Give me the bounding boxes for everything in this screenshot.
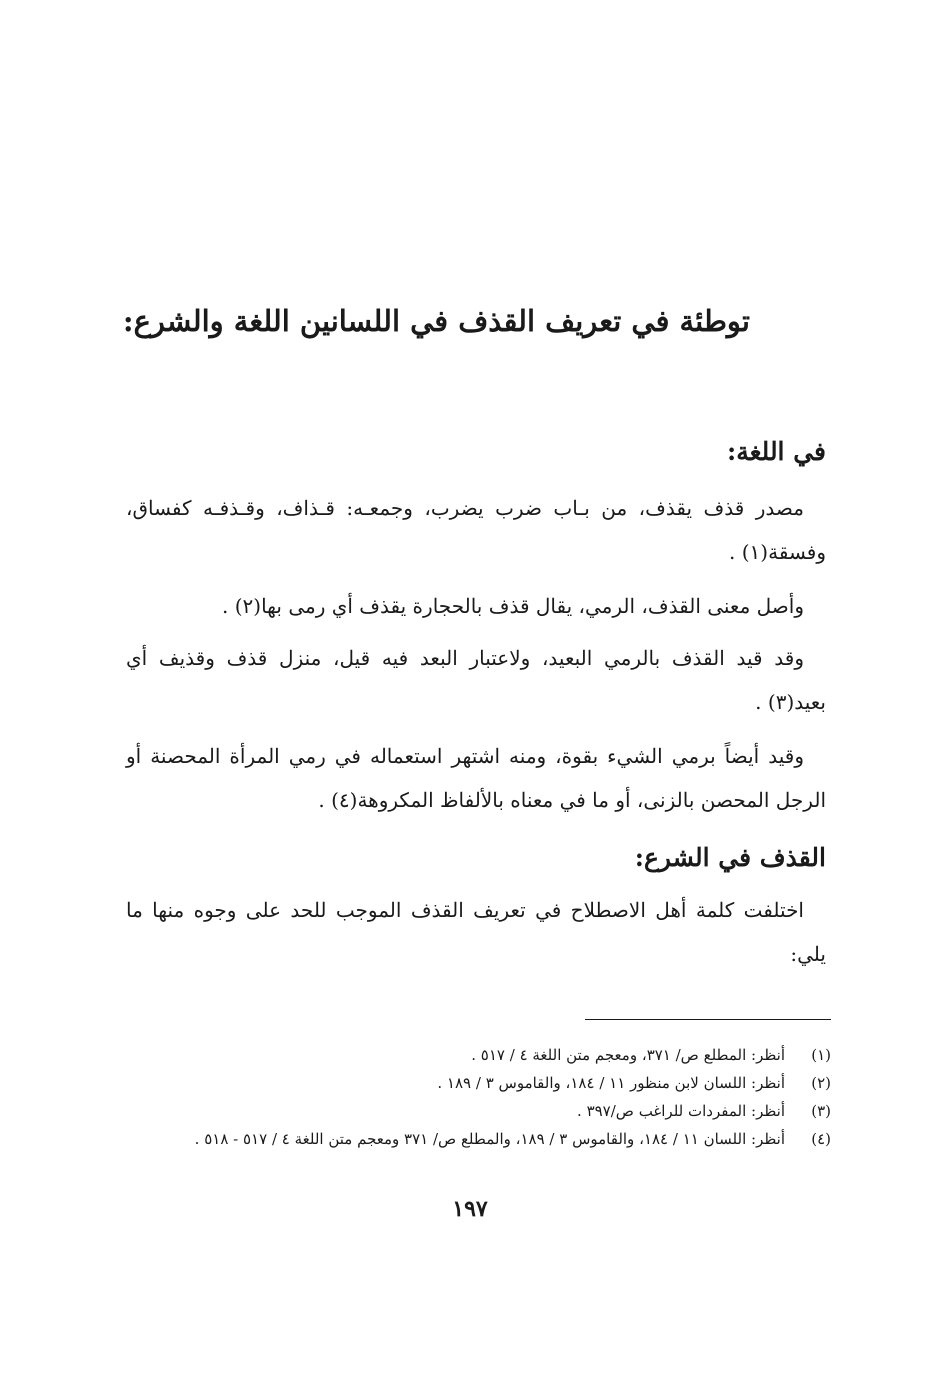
paragraph-lang-2-text: وأصل معنى القذف، الرمي، يقال قذف بالحجارة يقذف أي رمى بها(٢) . <box>222 594 804 618</box>
paragraph-lang-1 <box>126 486 826 574</box>
heading-shar: القذف في الشرع: <box>634 843 826 872</box>
paragraph-lang-1-text: مصدر قذف يقذف، من بـاب ضرب يضرب، وجمعـه: قـذاف، وقـذفـه كفساق، وفسقة(١) . <box>126 496 826 564</box>
footnote-3 <box>131 1097 831 1125</box>
footnote-1 <box>131 1041 831 1069</box>
paragraph-lang-4 <box>126 734 826 822</box>
page-title: توطئة في تعريف القذف في اللسانين اللغة والشرع: <box>122 304 750 338</box>
paragraph-lang-4-text: وقيد أيضاً برمي الشيء بقوة، ومنه اشتهر استعماله في رمي المرأة المحصنة أو الرجل المحصن بالزنى، أو ما في معناه بالألفاظ المكروهة(٤) . <box>126 744 826 812</box>
footnote-1-text: أنظر: المطلع ص/ ٣٧١، ومعجم متن اللغة ٤ / ٥١٧ . <box>471 1046 785 1064</box>
footnote-4-text: أنظر: اللسان ١١ / ١٨٤، والقاموس ٣ / ١٨٩، والمطلع ص/ ٣٧١ ومعجم متن اللغة ٤ / ٥١٧ - ٥١٨ . <box>194 1130 785 1148</box>
footnote-2-text: أنظر: اللسان لابن منظور ١١ / ١٨٤، والقاموس ٣ / ١٨٩ . <box>437 1074 785 1092</box>
footnote-3-number: (٣) <box>811 1102 831 1120</box>
footnote-separator <box>585 1019 831 1020</box>
footnotes-list <box>131 1041 831 1153</box>
footnote-2 <box>131 1069 831 1097</box>
footnote-4 <box>131 1125 831 1153</box>
paragraph-shar-1-text: اختلفت كلمة أهل الاصطلاح في تعريف القذف الموجب للحد على وجوه منها ما يلي: <box>126 898 826 966</box>
footnote-2-number: (٢) <box>811 1074 831 1092</box>
footnote-3-text: أنظر: المفردات للراغب ص/٣٩٧ . <box>577 1102 785 1120</box>
paragraph-shar-1 <box>126 888 826 976</box>
paragraph-lang-2 <box>126 584 826 628</box>
footnote-1-number: (١) <box>811 1046 831 1064</box>
paragraph-lang-3-text: وقد قيد القذف بالرمي البعيد، ولاعتبار البعد فيه قيل، منزل قذف وقذيف أي بعيد(٣) . <box>126 646 826 714</box>
paragraph-lang-3 <box>126 636 826 724</box>
page-number: ١٩٧ <box>452 1196 488 1222</box>
heading-lang: في اللغة: <box>726 437 826 466</box>
footnote-4-number: (٤) <box>811 1130 831 1148</box>
